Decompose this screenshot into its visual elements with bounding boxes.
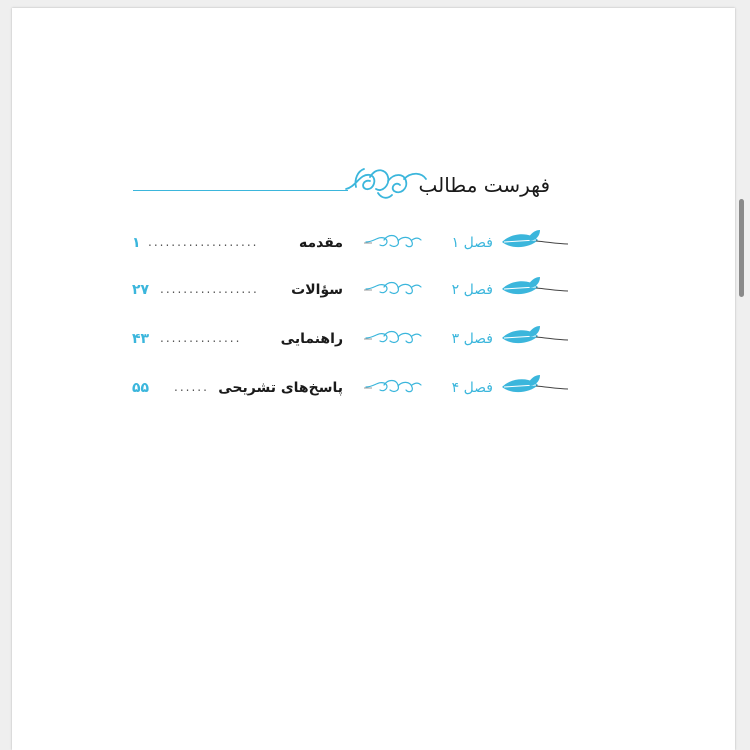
chapter-label: فصل ۲	[451, 282, 493, 298]
ornament-icon	[364, 328, 422, 346]
leaf-icon	[500, 275, 570, 297]
entry-name: پاسخ‌های تشریحی	[218, 380, 343, 396]
title-divider	[133, 190, 348, 191]
toc-entry[interactable]	[12, 232, 735, 262]
leader-dots: .................	[160, 282, 259, 296]
entry-name: مقدمه	[299, 235, 343, 251]
document-page	[12, 8, 735, 750]
page-number: ۵۵	[132, 380, 150, 396]
chapter-number: ۳	[451, 331, 460, 347]
page-title: فهرست مطالب	[418, 173, 550, 197]
title-ornament-icon	[342, 163, 430, 203]
page-number: ۲۷	[132, 282, 150, 298]
chapter-number: ۴	[451, 380, 460, 396]
page-number: ۱	[132, 235, 141, 251]
leader-dots: ......	[174, 380, 209, 394]
leaf-icon	[500, 228, 570, 250]
chapter-label: فصل ۱	[451, 235, 493, 251]
entry-name: سؤالات	[291, 282, 343, 298]
chapter-number: ۱	[451, 235, 460, 251]
ornament-icon	[364, 279, 422, 297]
leader-dots: ...................	[148, 235, 259, 249]
ornament-icon	[364, 232, 422, 250]
chapter-label: فصل ۳	[451, 331, 493, 347]
page-number: ۴۳	[132, 331, 150, 347]
toc-entry[interactable]	[12, 377, 735, 407]
toc-entry[interactable]	[12, 328, 735, 358]
chapter-number: ۲	[451, 282, 460, 298]
ornament-icon	[364, 377, 422, 395]
leaf-icon	[500, 324, 570, 346]
entry-name: راهنمایی	[280, 331, 343, 347]
vertical-scrollbar[interactable]	[739, 199, 744, 297]
leaf-icon	[500, 373, 570, 395]
chapter-label: فصل ۴	[451, 380, 493, 396]
leader-dots: ..............	[160, 331, 242, 345]
toc-entry[interactable]	[12, 279, 735, 309]
